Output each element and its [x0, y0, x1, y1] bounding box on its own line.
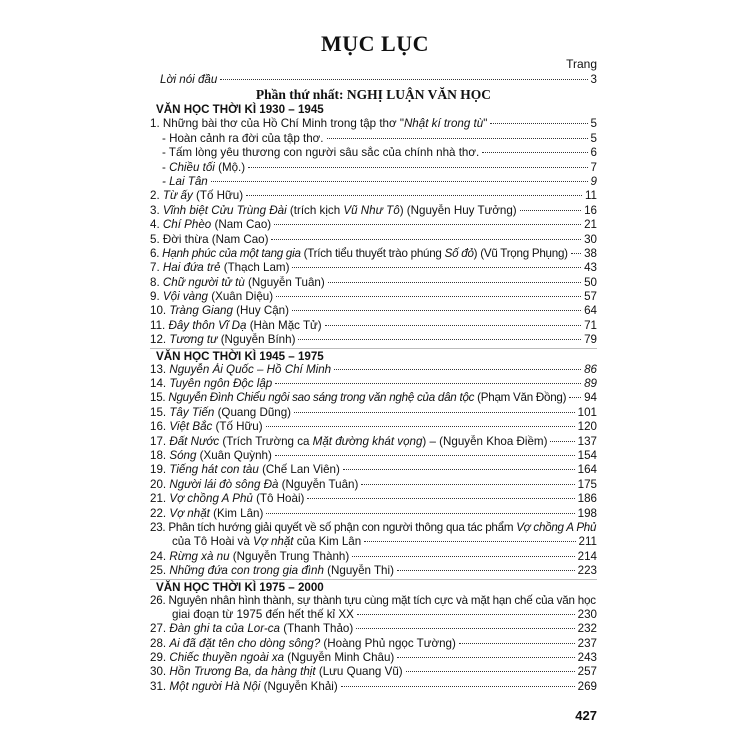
entry-page-number: 38: [584, 246, 597, 260]
toc-entry[interactable]: [150, 261, 597, 275]
entry-page-number: 86: [584, 362, 597, 376]
entry-title: [150, 420, 263, 434]
entry-title-text: (Xuân Diệu): [208, 290, 274, 304]
entry-title-text: 7.: [150, 261, 163, 275]
entry-title-italic: Đàn ghi ta của Lor-ca: [169, 622, 280, 636]
entry-page-number: 175: [577, 477, 597, 491]
entry-title-text: ": [483, 117, 488, 131]
entry-page-number: 71: [584, 318, 597, 332]
entry-title-text: (Chế Lan Viên): [258, 463, 340, 477]
toc-entry[interactable]: [150, 204, 597, 218]
entry-title: [150, 680, 338, 694]
entry-title-italic: Vợ nhặt: [253, 535, 294, 549]
toc-entry[interactable]: [150, 276, 597, 290]
entry-title: [150, 637, 456, 651]
entry-title: [150, 622, 353, 636]
entry-title-italic: Tiếng hát con tàu: [169, 463, 259, 477]
toc-entry[interactable]: [150, 363, 597, 377]
entry-title: [150, 319, 322, 333]
entry-title-text: (Tô Hoài): [252, 492, 305, 506]
entry-page-number: 269: [577, 679, 597, 693]
entry-title-italic: Người lái đò sông Đà: [169, 477, 279, 491]
toc-entry[interactable]: [150, 189, 597, 203]
entry-title-text: (Nguyễn Khải): [260, 679, 338, 693]
entry-title-italic: Tràng Giang: [169, 304, 233, 318]
entry-title-text: 29.: [150, 651, 170, 665]
entry-page-number: 64: [584, 304, 597, 318]
entry-page-number: 232: [577, 622, 597, 636]
entry-page-number: 50: [584, 275, 597, 289]
entry-title-text: 2.: [150, 189, 163, 203]
entry-title-italic: Vũ Như Tô: [343, 203, 400, 217]
toc-entry[interactable]: [150, 665, 597, 679]
entry-title: [150, 363, 331, 377]
entry-title-italic: Số đỏ: [444, 246, 474, 260]
entry-title-text: (Lưu Quang Vũ): [315, 665, 403, 679]
entry-title-text: 17.: [150, 434, 170, 448]
entry-title: [150, 550, 349, 564]
toc-entry[interactable]: [150, 478, 597, 492]
entry-title-text: (Thạch Lam): [220, 261, 290, 275]
entry-page-number: 198: [577, 506, 597, 520]
entry-title-text: 20.: [150, 477, 170, 491]
toc-entry[interactable]: [150, 304, 597, 318]
entry-title-italic: Sóng: [169, 448, 197, 462]
dot-leader: [325, 325, 581, 326]
entry-title-text: (Nguyễn Minh Châu): [284, 651, 395, 665]
entry-title-text: 8.: [150, 275, 163, 289]
dot-leader: [275, 383, 581, 384]
page-title: MỤC LỤC: [321, 31, 429, 56]
entry-title-italic: Vợ chồng A Phủ: [169, 492, 253, 506]
entry-title-text: 26. Nguyên nhân hình thành, sự thành tựu cùng mặt tích cực và mặt hạn chế của văn học: [150, 593, 596, 607]
entry-title: [150, 665, 403, 679]
entry-title-text: (Tố Hữu): [212, 420, 263, 434]
entry-title-text: 19.: [150, 463, 170, 477]
dot-leader: [266, 426, 575, 427]
entry-title-text: -: [162, 160, 170, 174]
entry-title: [150, 261, 289, 275]
toc-entry[interactable]: [150, 680, 597, 694]
entry-title-text: 10.: [150, 304, 170, 318]
dot-leader: [294, 412, 575, 413]
entry-title-text: (Nguyễn Trung Thành): [229, 549, 350, 563]
entry-title-text: (Phạm Văn Đồng): [474, 391, 567, 405]
toc-entry[interactable]: [150, 161, 597, 175]
entry-title: [162, 175, 208, 189]
toc-entry[interactable]: [150, 521, 597, 535]
entry-page-number: 3: [590, 73, 597, 86]
entry-page-number: 5: [590, 117, 597, 131]
dot-leader: [459, 643, 575, 644]
entry-title-italic: Nhật kí trong tù: [403, 117, 484, 131]
entry-title-text: 5. Đời thừa (Nam Cao): [150, 232, 269, 246]
entry-page-number: 214: [577, 549, 597, 563]
entry-title-italic: Tương tư: [169, 333, 218, 347]
entry-title-italic: Vợ chồng A Phủ: [516, 520, 597, 534]
entry-title-italic: Việt Bắc: [169, 420, 213, 434]
entry-title-text: (Mộ.): [214, 160, 246, 174]
dot-leader: [292, 310, 581, 311]
toc-entry[interactable]: [150, 435, 597, 449]
entry-title-italic: Vợ nhặt: [169, 506, 210, 520]
dot-leader: [298, 339, 581, 340]
toc-entry[interactable]: [150, 420, 597, 434]
entry-title: [150, 507, 263, 521]
entry-title-text: (Nguyễn Tuân): [244, 275, 325, 289]
entry-title-text: của Kim Lân: [293, 535, 362, 549]
dot-leader: [361, 484, 574, 485]
toc-entry[interactable]: [150, 637, 597, 651]
entry-title-text: (Thanh Thảo): [279, 622, 354, 636]
entry-title-text: 21.: [150, 492, 170, 506]
entry-page-number: 257: [577, 665, 597, 679]
dot-leader: [271, 239, 581, 240]
entry-title-text: (Nguyễn Bính): [217, 333, 296, 347]
entry-title-text: (Trích tiểu thuyết trào phúng: [300, 246, 445, 260]
entry-title: [150, 233, 268, 247]
entry-title: [150, 304, 289, 318]
entry-title-text: (Nguyễn Thi): [323, 564, 394, 578]
entry-title-italic: Những đứa con trong gia đình: [169, 564, 324, 578]
dot-leader: [352, 556, 574, 557]
toc-entry[interactable]: [150, 449, 597, 463]
dot-leader: [334, 369, 581, 370]
entry-title-text: - Tấm lòng yêu thương con người sâu sắc của chính nhà thơ.: [162, 146, 480, 160]
dot-leader: [364, 541, 575, 542]
entry-title: [150, 276, 325, 290]
entry-title-text: (Hàn Mặc Tử): [246, 318, 322, 332]
entry-title: [150, 492, 304, 506]
entry-page-number: 43: [584, 261, 597, 275]
entry-page-number: 137: [577, 434, 597, 448]
toc-entry[interactable]: [150, 146, 597, 160]
toc-entry[interactable]: [150, 132, 597, 146]
entry-page-number: 120: [577, 420, 597, 434]
entry-title-italic: Một người Hà Nội: [169, 679, 261, 693]
entry-title-text: 11.: [150, 318, 169, 332]
dot-leader: [276, 296, 581, 297]
entry-title-text: của Tô Hoài và: [172, 535, 253, 549]
entry-title: [162, 161, 245, 175]
dot-leader: [343, 469, 575, 470]
entry-page-number: 243: [577, 651, 597, 665]
entry-title-text: 6.: [150, 246, 163, 260]
dot-leader: [327, 138, 588, 139]
entry-title-text: 4.: [150, 218, 163, 232]
entry-title: [150, 117, 487, 131]
entry-title-italic: Chiếc thuyền ngoài xa: [169, 651, 285, 665]
entry-title-text: 13.: [150, 362, 170, 376]
entry-page-number: 6: [590, 146, 597, 160]
entry-title: [150, 521, 596, 535]
entry-title-text: ) (Vũ Trọng Phụng): [473, 246, 568, 260]
entry-page-number: 101: [577, 405, 597, 419]
entry-title: [150, 333, 295, 347]
toc-entry[interactable]: [150, 175, 597, 189]
section-heading: VĂN HỌC THỜI KÌ 1975 – 2000: [150, 579, 597, 594]
toc-entry[interactable]: [150, 247, 597, 261]
entry-title-text: 28.: [150, 636, 170, 650]
dot-leader: [490, 123, 587, 124]
entry-title-text: 12.: [150, 333, 170, 347]
entry-title-text: (trích kịch: [286, 203, 344, 217]
dot-leader: [307, 498, 574, 499]
entry-page-number: 7: [590, 160, 597, 174]
entry-title: [160, 73, 217, 87]
entry-title-text: 18.: [150, 448, 170, 462]
entry-title-italic: Rừng xà nu: [169, 549, 230, 563]
dot-leader: [520, 210, 581, 211]
entry-title-italic: Tây Tiến: [169, 405, 215, 419]
entry-title-italic: Chí Phèo: [162, 218, 212, 232]
toc-entry[interactable]: [150, 594, 597, 608]
toc-entry[interactable]: [150, 651, 597, 665]
entry-title-italic: Vĩnh biệt Cửu Trùng Đài: [162, 203, 287, 217]
entry-page-number: 94: [584, 391, 597, 405]
entry-title-text: (Hoàng Phủ ngọc Tường): [320, 636, 456, 650]
dot-leader: [211, 181, 588, 182]
entry-title-text: 31.: [150, 679, 170, 693]
toc-entry[interactable]: [150, 622, 597, 636]
entry-page-number: 89: [584, 377, 597, 391]
dot-leader: [248, 167, 587, 168]
dot-leader: [266, 513, 574, 514]
toc-entry[interactable]: [150, 218, 597, 232]
entry-title-italic: Lời nói đầu: [160, 73, 218, 86]
entry-title: [150, 189, 243, 203]
entry-title-italic: Hai đứa trẻ: [162, 261, 221, 275]
entry-title: [150, 651, 394, 665]
entry-title-italic: Vội vàng: [162, 290, 209, 304]
entry-page-number: 5: [590, 131, 597, 145]
entry-title-text: (Nam Cao): [211, 218, 272, 232]
entry-title-text: 24.: [150, 549, 170, 563]
entry-title-text: (Nguyễn Tuân): [278, 477, 359, 491]
toc-entry[interactable]: [150, 233, 597, 247]
dot-leader: [328, 282, 581, 283]
entry-title: [162, 146, 479, 160]
entry-title: [150, 449, 272, 463]
entry-title-text: (Xuân Quỳnh): [196, 448, 272, 462]
toc-entry[interactable]: [150, 391, 597, 405]
part-heading: Phần thứ nhất: NGHỊ LUẬN VĂN HỌC: [255, 87, 492, 103]
entry-title-italic: Chiều tối: [169, 160, 215, 174]
entry-title-text: (Huy Cận): [232, 304, 289, 318]
dot-leader: [246, 195, 582, 196]
table-of-contents: [150, 73, 597, 694]
dot-leader: [275, 455, 575, 456]
page-number: 427: [575, 708, 597, 723]
entry-title-text: 16.: [150, 420, 170, 434]
dot-leader: [397, 657, 574, 658]
toc-entry[interactable]: [150, 73, 597, 87]
entry-page-number: 154: [577, 448, 597, 462]
toc-entry[interactable]: [150, 564, 597, 578]
entry-title-text: (Quang Dũng): [214, 405, 292, 419]
toc-entry[interactable]: [150, 406, 597, 420]
entry-title-text: 27.: [150, 622, 170, 636]
entry-title: [150, 377, 272, 391]
entry-page-number: 21: [584, 218, 597, 232]
dot-leader: [357, 614, 575, 615]
toc-entry[interactable]: [150, 290, 597, 304]
toc-entry[interactable]: [150, 333, 597, 347]
entry-title-italic: Hồn Trương Ba, da hàng thịt: [169, 665, 316, 679]
entry-title: [150, 435, 547, 449]
section-heading: VĂN HỌC THỜI KÌ 1945 – 1975: [150, 348, 597, 363]
entry-title: [150, 204, 517, 218]
entry-title-text: giai đoạn từ 1975 đến hết thế kỉ XX: [172, 607, 354, 621]
entry-title: [150, 594, 596, 608]
entry-page-number: 79: [584, 333, 597, 347]
entry-title-text: (Kim Lân): [209, 506, 264, 520]
entry-title-italic: Nguyễn Ái Quốc – Hồ Chí Minh: [169, 362, 332, 376]
entry-title-italic: Hạnh phúc của một tang gia: [162, 246, 301, 260]
toc-entry[interactable]: [150, 608, 597, 622]
dot-leader: [274, 224, 581, 225]
entry-title-italic: Ai đã đặt tên cho dòng sông?: [169, 636, 321, 650]
entry-title-text: 1. Những bài thơ của Hồ Chí Minh trong tập thơ ": [150, 117, 404, 131]
entry-title-italic: Nguyễn Đình Chiểu ngôi sao sáng trong văn nghệ của dân tộc: [168, 391, 475, 405]
dot-leader: [569, 397, 581, 398]
dot-leader: [220, 79, 587, 80]
entry-title-text: 25.: [150, 564, 170, 578]
entry-title-italic: Chữ người tử tù: [162, 275, 245, 289]
toc-entry[interactable]: [150, 463, 597, 477]
entry-title: [172, 535, 361, 549]
toc-entry[interactable]: [150, 507, 597, 521]
entry-page-number: 230: [577, 607, 597, 621]
entry-title-text: 3.: [150, 203, 163, 217]
entry-title-italic: Từ ấy: [162, 189, 193, 203]
dot-leader: [482, 152, 587, 153]
entry-title-text: 15.: [150, 391, 169, 405]
page-column-label: Trang: [566, 57, 597, 71]
entry-title: [150, 463, 340, 477]
entry-title: [150, 247, 568, 261]
dot-leader: [356, 628, 574, 629]
entry-page-number: 11: [584, 189, 597, 203]
dot-leader: [397, 570, 575, 571]
entry-title: [162, 132, 324, 146]
entry-title-text: (Trích Trường ca: [219, 434, 313, 448]
entry-page-number: 30: [584, 232, 597, 246]
dot-leader: [341, 686, 575, 687]
entry-page-number: 186: [577, 492, 597, 506]
dot-leader: [571, 253, 581, 254]
entry-title: [150, 290, 273, 304]
entry-page-number: 237: [577, 636, 597, 650]
entry-page-number: 57: [584, 290, 597, 304]
entry-title-text: 23. Phân tích hướng giải quyết về số phận con người thông qua tác phẩm: [150, 520, 517, 534]
entry-title: [150, 406, 291, 420]
entry-page-number: 16: [584, 203, 597, 217]
toc-entry[interactable]: [150, 117, 597, 131]
entry-page-number: 211: [578, 535, 597, 549]
entry-title-text: 14.: [150, 377, 170, 391]
entry-title-text: 22.: [150, 506, 170, 520]
entry-title-italic: Mặt đường khát vọng: [312, 434, 423, 448]
entry-page-number: 223: [577, 564, 597, 578]
entry-title-text: 9.: [150, 290, 163, 304]
dot-leader: [550, 441, 574, 442]
toc-entry[interactable]: [150, 319, 597, 333]
entry-title: [150, 391, 566, 405]
dot-leader: [292, 267, 581, 268]
entry-page-number: 9: [590, 174, 597, 188]
entry-title: [150, 564, 394, 578]
entry-title: [172, 608, 354, 622]
entry-title-italic: Tuyên ngôn Độc lập: [169, 377, 273, 391]
entry-title-italic: - Lai Tân: [162, 174, 208, 188]
entry-title-italic: Đây thôn Vĩ Dạ: [168, 318, 247, 332]
section-heading: VĂN HỌC THỜI KÌ 1930 – 1945: [156, 103, 324, 117]
entry-title-text: (Tố Hữu): [192, 189, 244, 203]
toc-entry[interactable]: [150, 535, 597, 549]
entry-page-number: 164: [577, 463, 597, 477]
entry-title-text: ) – (Nguyễn Khoa Điềm): [422, 434, 548, 448]
entry-title-text: ) (Nguyễn Huy Tưởng): [399, 203, 517, 217]
entry-title-text: 15.: [150, 405, 170, 419]
toc-entry[interactable]: [150, 550, 597, 564]
toc-entry[interactable]: [150, 492, 597, 506]
entry-title: [150, 478, 358, 492]
entry-title-text: - Hoàn cảnh ra đời của tập thơ.: [162, 131, 324, 145]
entry-title: [150, 218, 271, 232]
dot-leader: [406, 671, 575, 672]
entry-title-text: 30.: [150, 665, 170, 679]
toc-entry[interactable]: [150, 377, 597, 391]
entry-title-italic: Đất Nước: [169, 434, 220, 448]
